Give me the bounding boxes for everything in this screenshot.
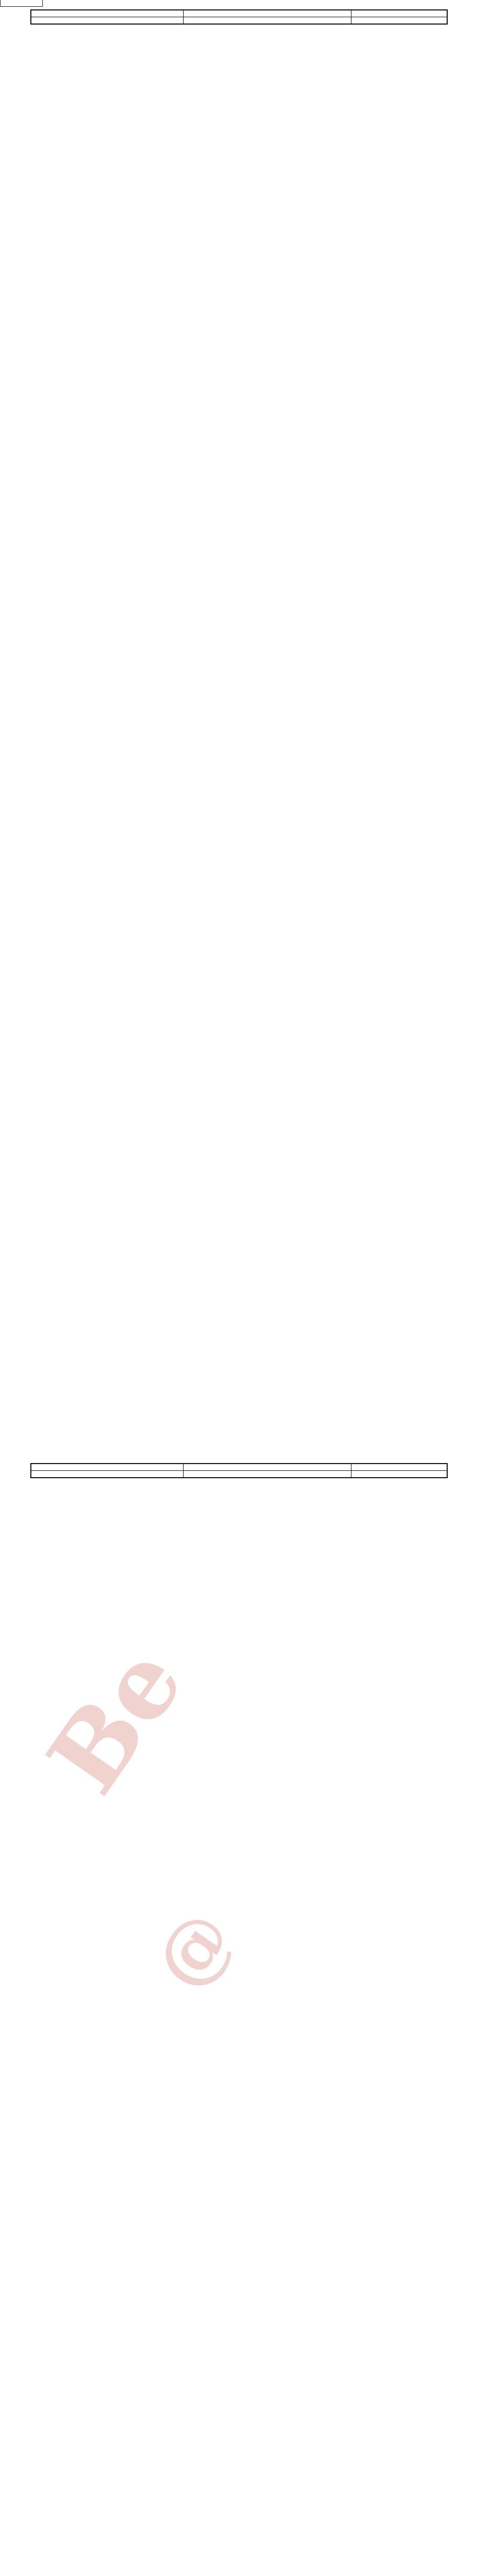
objective-header-table (30, 9, 448, 25)
board-title-2 (184, 1464, 351, 1471)
watermark-logo-2: @ (137, 1895, 250, 2005)
subject-title (31, 10, 184, 17)
paper-label (351, 10, 448, 17)
style-label-2 (184, 1471, 351, 1478)
board-title (184, 10, 351, 17)
total-marks (351, 17, 448, 25)
time-label-2 (31, 1471, 184, 1478)
time-label (31, 17, 184, 25)
corner-box (0, 0, 43, 7)
total-marks-2 (351, 1471, 448, 1478)
watermark-logo: Be (25, 1626, 206, 1814)
style-label (184, 17, 351, 25)
paper-label-2 (351, 1464, 448, 1471)
subjective-header-table (30, 1463, 448, 1478)
subject-title-2 (31, 1464, 184, 1471)
